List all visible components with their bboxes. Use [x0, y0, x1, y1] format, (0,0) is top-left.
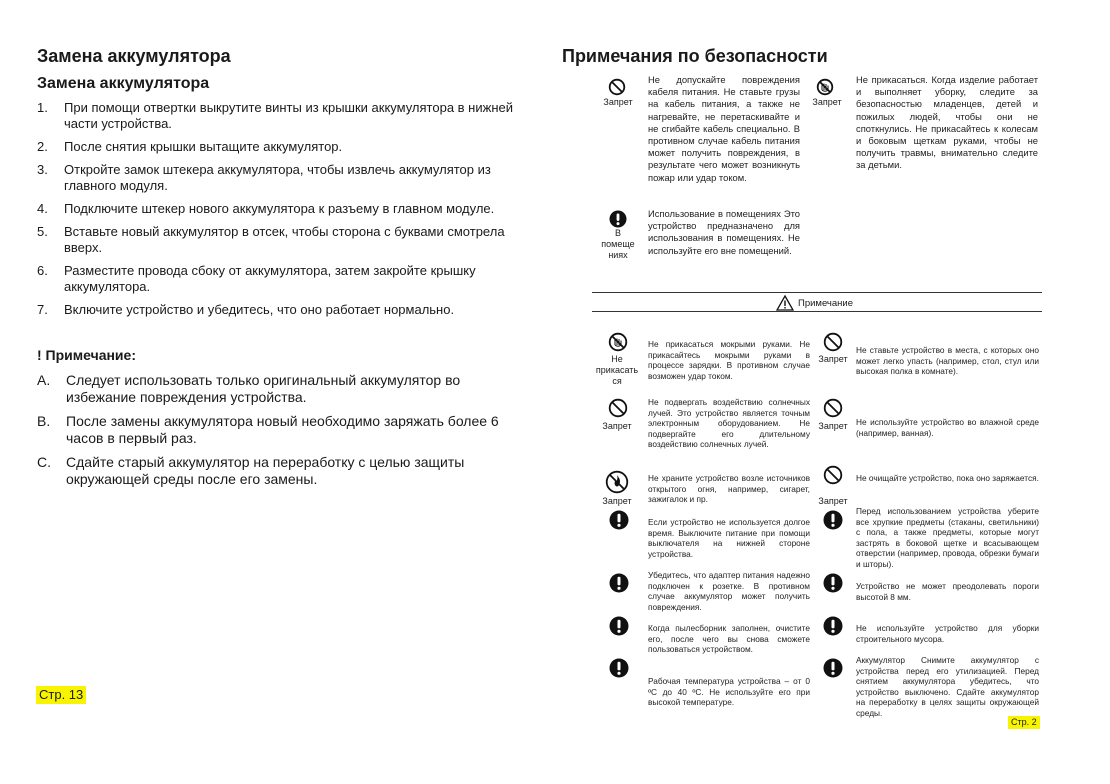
note-letter: C.: [37, 454, 51, 470]
note-heading: ! Примечание:: [37, 347, 136, 363]
step-text: Включите устройство и убедитесь, что оно работает нормально.: [64, 302, 455, 317]
note-text: Следует использовать только оригинальный аккумулятор во избежание повреждения устройства.: [66, 372, 461, 405]
warning-triangle-icon: [776, 295, 794, 311]
list-item: [37, 263, 527, 295]
exclamation-icon: [820, 616, 846, 638]
note-letter: B.: [37, 413, 51, 429]
note-text: После замены аккумулятора новый необходимо заряжать более 6 часов в первый раз.: [66, 413, 499, 446]
note-letter: A.: [37, 372, 51, 388]
divider: [592, 311, 1042, 312]
icon-label: Запрет: [818, 496, 848, 506]
warning-text: Не используйте устройство для уборки строительного мусора.: [856, 623, 1039, 644]
icon-label: Запрет: [812, 97, 842, 107]
list-item: [37, 302, 527, 318]
no-symbol-icon: [820, 398, 846, 420]
step-number: 2.: [37, 139, 48, 154]
warning-text: Не очищайте устройство, пока оно заряжается.: [856, 473, 1039, 483]
notice-label: Примечание: [798, 297, 853, 309]
step-number: 5.: [37, 224, 48, 239]
icon-label: Запрет: [818, 354, 848, 364]
safety-title: Примечания по безопасности: [562, 46, 828, 66]
no-wet-hands-icon: [605, 332, 631, 354]
icon-label: Запрет: [602, 496, 632, 506]
step-text: Подключите штекер нового аккумулятора к разъему в главном модуле.: [64, 201, 495, 216]
warning-text: Устройство не может преодолевать пороги высотой 8 мм.: [856, 581, 1039, 602]
exclamation-icon: [820, 573, 846, 595]
list-item: [37, 201, 527, 217]
step-number: 6.: [37, 263, 48, 278]
battery-steps-list: [37, 100, 527, 318]
notes-list: [37, 372, 527, 495]
step-text: Откройте замок штекера аккумулятора, чтобы извлечь аккумулятор из главного модуля.: [64, 162, 491, 193]
icon-label-line: Не: [611, 354, 623, 364]
step-text: После снятия крышки вытащите аккумулятор.: [64, 139, 343, 154]
warning-text: Не прикасаться мокрыми руками. Не прикасайтесь мокрыми руками в процессе зарядки. В противном случае возможен удар током.: [648, 339, 810, 381]
page-number: Стр. 2: [1008, 716, 1040, 729]
icon-label-line: ся: [612, 376, 622, 386]
list-item: [37, 224, 527, 256]
warning-text: Не прикасаться. Когда изделие работает и выполняет уборку, следите за безопасностью младенцев, детей и пожилых людей, чтобы они не споткнулись. Не прикасайтесь к колесам и боковым щеткам руками, чтобы не получить травмы, внимательно следите за детьми.: [856, 74, 1038, 171]
divider: [592, 292, 1042, 293]
icon-label: [594, 354, 640, 387]
no-fire-icon: [603, 470, 631, 492]
exclamation-icon: [606, 658, 632, 680]
list-item: [37, 372, 527, 406]
icon-label-line: ниях: [608, 250, 628, 260]
icon-label-line: В: [614, 228, 621, 238]
step-number: 7.: [37, 302, 48, 317]
exclamation-icon: [606, 616, 632, 638]
warning-text: Перед использованием устройства уберите все хрупкие предметы (стаканы, светильники) с пола, а также предметы, которые могут застрять в боковой щетке и всасывающем отверстии (например, провода, обрезки бумаги и шторы).: [856, 506, 1039, 569]
no-symbol-icon: [820, 332, 846, 354]
list-item: [37, 454, 527, 488]
list-item: [37, 413, 527, 447]
page-number: Стр. 13: [36, 686, 86, 704]
notice-header: [776, 295, 853, 311]
warning-text: Не используйте устройство во влажной среде (например, ванная).: [856, 417, 1039, 438]
icon-label: Запрет: [603, 97, 633, 107]
warning-text: Не подвергать воздействию солнечных лучей. Это устройство является точным электронным оборудованием. Не подвергайте его длительному воздействию солнечных лучей.: [648, 397, 810, 450]
warning-text: Рабочая температура устройства – от 0 ºС до 40 ºС. Не используйте его при высокой температуре.: [648, 676, 810, 708]
icon-label: Запрет: [818, 421, 848, 431]
step-number: 4.: [37, 201, 48, 216]
list-item: [37, 100, 527, 132]
exclamation-icon: [820, 510, 846, 532]
step-text: Вставьте новый аккумулятор в отсек, чтобы сторона с буквами смотрела вверх.: [64, 224, 505, 255]
icon-label: Запрет: [602, 421, 632, 431]
exclamation-icon: [820, 658, 846, 680]
warning-text: Когда пылесборник заполнен, очистите его, после чего вы снова сможете пользоваться устройством.: [648, 623, 810, 655]
icon-label-line: помеще: [601, 239, 635, 249]
icon-label: [596, 228, 640, 261]
page-title: Замена аккумулятора: [37, 46, 231, 66]
left-page: [37, 44, 527, 325]
warning-text: Если устройство не используется долгое время. Выключите питание при помощи выключателя на нижней стороне устройства.: [648, 517, 810, 559]
step-text: Разместите провода сбоку от аккумулятора, затем закройте крышку аккумулятора.: [64, 263, 476, 294]
warning-text: Не ставьте устройство в места, с которых оно может легко упасть (например, стол, стул или высокая полка в комнате).: [856, 345, 1039, 377]
warning-text: Не храните устройство возле источников открытого огня, например, сигарет, зажигалок и пр.: [648, 473, 810, 505]
step-number: 3.: [37, 162, 48, 177]
section-subtitle: Замена аккумулятора: [37, 75, 210, 92]
list-item: [37, 162, 527, 194]
step-text: При помощи отвертки выкрутите винты из крышки аккумулятора в нижней части устройства.: [64, 100, 513, 131]
note-text: Сдайте старый аккумулятор на переработку с целью защиты окружающей среды после его замены.: [66, 454, 465, 487]
warning-text: Не допускайте повреждения кабеля питания. Не ставьте грузы на кабель питания, а также не нагревайте, не перетаскивайте и не сгибайте кабель специально. В противном случае кабель питания может получить повреждения, в результате чего может возникнуть пожар или удар током.: [648, 74, 800, 183]
exclamation-icon: [606, 573, 632, 595]
step-number: 1.: [37, 100, 48, 115]
no-symbol-icon: [820, 465, 846, 487]
warning-text: Аккумулятор Снимите аккумулятор с устройства перед его утилизацией. Перед снятием аккумулятора убедитесь, что устройство выключено. Сдайте аккумулятор на переработку в целях защиты окружающей среды.: [856, 655, 1039, 718]
warning-text: Использование в помещениях Это устройство предназначено для использования в помещениях. Не используйте его вне помещений.: [648, 208, 800, 256]
exclamation-icon: [606, 510, 632, 532]
icon-label-line: прикасать: [595, 365, 639, 375]
warning-text: Убедитесь, что адаптер питания надежно подключен к розетке. В противном случае аккумулятор может получить повреждения.: [648, 570, 810, 612]
no-symbol-icon: [605, 398, 631, 420]
list-item: [37, 139, 527, 155]
